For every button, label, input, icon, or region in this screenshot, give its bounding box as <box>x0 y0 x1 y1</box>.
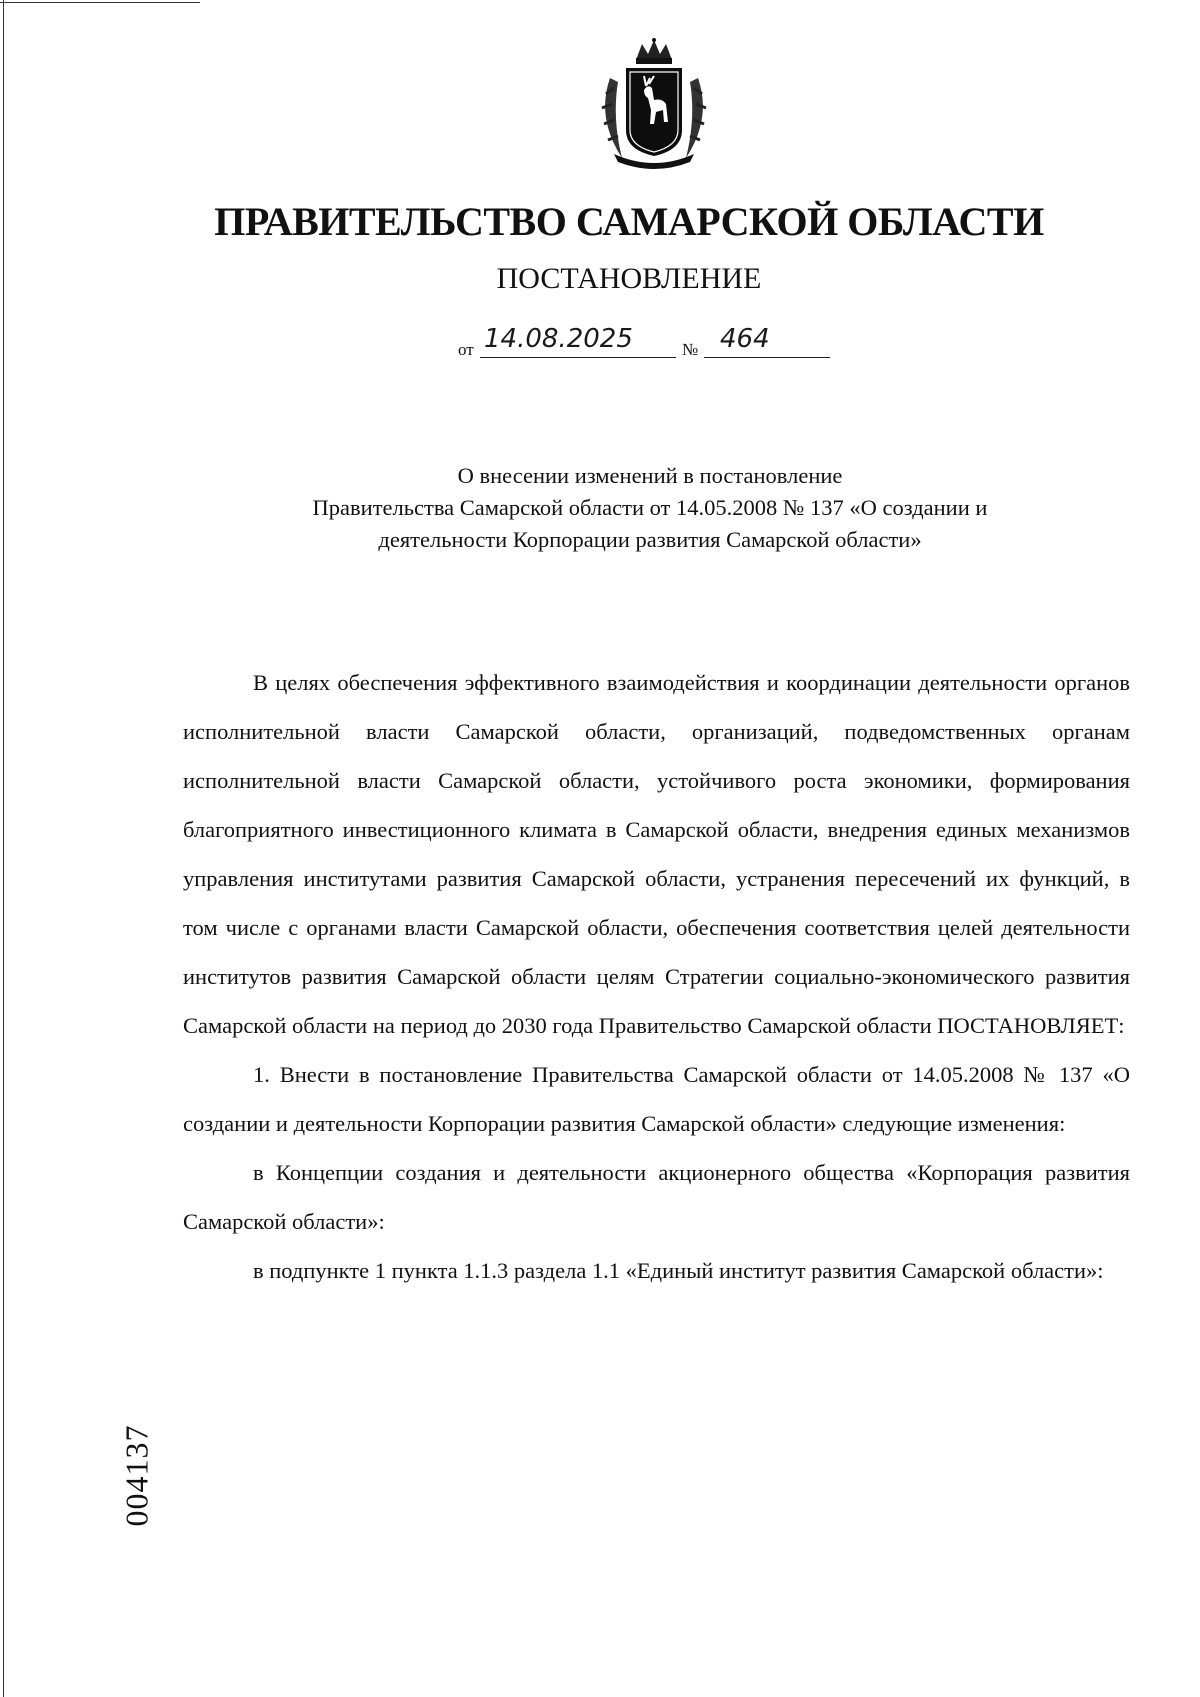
body-paragraph: в Концепции создания и деятельности акционерного общества «Корпорация развития Самарской области»: <box>183 1160 1130 1234</box>
body-paragraph: В целях обеспечения эффективного взаимодействия и координации деятельности органов исполнительной власти Самарской области, организаций, подведомственных органам исполнительной власти Самарской области, устойчивого роста экономики, формирования благоприятного инвестиционного климата в Самарской области, внедрения единых механизмов управления институтами развития Самарской области, устранения пересечений их функций, в том числе с органами власти Самарской области, обеспечения соответствия целей деятельности институтов развития Самарской области целям Стратегии социально-экономического развития Самарской области на период до 2030 года Правительство Самарской области ПОСТАНОВЛЯЕТ: <box>183 670 1130 1038</box>
organization-title: ПРАВИТЕЛЬСТВО САМАРСКОЙ ОБЛАСТИ <box>214 199 1044 244</box>
subject-line: О внесении изменений в постановление <box>457 463 843 488</box>
body-paragraph: в подпункте 1 пункта 1.1.3 раздела 1.1 «Единый институт развития Самарской области»: <box>253 1258 1104 1283</box>
document-type: ПОСТАНОВЛЕНИЕ <box>496 262 762 295</box>
document-subject <box>180 460 1120 556</box>
handwritten-date: 14.08.2025 <box>484 324 633 354</box>
page-edge-left <box>3 0 4 1697</box>
number-prefix: № <box>682 340 699 359</box>
subject-line: деятельности Корпорации развития Самарской области» <box>378 527 922 552</box>
margin-stamp <box>117 1425 157 1525</box>
margin-stamp-number: 004137 <box>118 1424 155 1526</box>
body-paragraph: 1. Внести в постановление Правительства Самарской области от 14.05.2008 № 137 «О создании и деятельности Корпорации развития Самарской области» следующие изменения: <box>183 1062 1130 1136</box>
subject-line: Правительства Самарской области от 14.05.2008 № 137 «О создании и <box>312 495 988 520</box>
number-underline <box>704 357 830 358</box>
handwritten-number: 464 <box>720 324 770 354</box>
page-edge-top <box>0 2 200 3</box>
coat-of-arms-icon <box>592 38 716 172</box>
date-number-line <box>458 322 858 362</box>
document-body <box>183 658 1130 1295</box>
date-underline <box>480 357 676 358</box>
date-prefix: от <box>458 340 474 359</box>
